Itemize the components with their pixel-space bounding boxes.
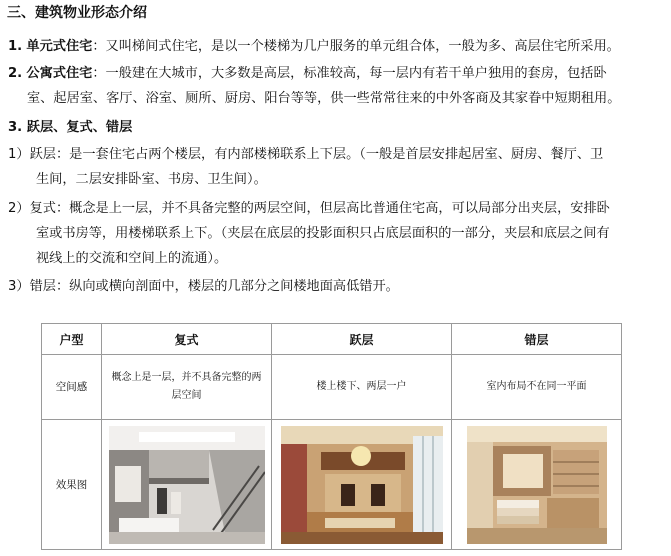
subitem-1 xyxy=(8,142,663,192)
cell-text: 概念上是一层，并不具备完整的两 xyxy=(111,372,262,383)
header-cell-type: 户型 xyxy=(42,324,102,355)
subitem-line: 室或书房等，用楼梯联系上下。（夹层在底层的投影面积只占底层面积的一部分，夹层和底层之间有 xyxy=(36,226,610,241)
subitem-2 xyxy=(8,196,663,271)
table-header-row xyxy=(42,324,622,355)
subsection-title xyxy=(8,115,663,140)
cell-split-picture xyxy=(452,420,622,550)
subitem-line: 1）跃层：是一套住宅占两个楼层，有内部楼梯联系上下层。（一般是首层安排起居室、厨房、餐厅、卫 xyxy=(8,147,604,162)
item-term: 公寓式住宅 xyxy=(26,66,93,81)
table-row-space xyxy=(42,355,622,420)
section-title: 三、建筑物业形态介绍 xyxy=(7,5,147,21)
subitem-3 xyxy=(8,274,663,299)
subitem-line: 生间，二层安排卧室、书房、卫生间）。 xyxy=(36,172,267,187)
cell-jump-space: 楼上楼下、两层一户 xyxy=(272,355,452,420)
item-term: 单元式住宅 xyxy=(26,39,93,54)
cell-jump-picture xyxy=(272,420,452,550)
header-cell-jump: 跃层 xyxy=(272,324,452,355)
item-text: ：又叫梯间式住宅，是以一个楼梯为几户服务的单元组合体，一般为多、高层住宅所采用。 xyxy=(92,39,620,54)
table-row-picture xyxy=(42,420,622,550)
subsection-heading: 3. 跃层、复式、错层 xyxy=(8,120,133,135)
row-label: 空间感 xyxy=(42,355,102,420)
cell-duplex-space xyxy=(102,355,272,420)
item-1 xyxy=(8,34,663,59)
duplex-interior-image xyxy=(109,426,265,544)
property-type-table xyxy=(41,323,622,550)
cell-split-space: 室内布局不在同一平面 xyxy=(452,355,622,420)
jump-floor-interior-image xyxy=(281,426,443,544)
row-label: 效果图 xyxy=(42,420,102,550)
header-cell-duplex: 复式 xyxy=(102,324,272,355)
subitem-line: 视线上的交流和空间上的流通）。 xyxy=(36,251,228,266)
header-cell-split: 错层 xyxy=(452,324,622,355)
cell-text: 层空间 xyxy=(171,390,202,401)
item-number: 2. xyxy=(8,66,23,81)
cell-duplex-picture xyxy=(102,420,272,550)
item-text: ：一般建在大城市，大多数是高层，标准较高，每一层内有若干单户独用的套房，包括卧 xyxy=(92,66,607,81)
split-level-interior-image xyxy=(467,426,607,544)
subitem-line: 2）复式：概念是上一层，并不具备完整的两层空间，但层高比普通住宅高，可以局部分出夹层，安排卧 xyxy=(8,201,610,216)
subitem-line: 3）错层：纵向或横向剖面中，楼层的几部分之间楼地面高低错开。 xyxy=(8,279,399,294)
item-2 xyxy=(8,61,663,111)
item-number: 1. xyxy=(8,39,23,54)
item-text-continued: 室、起居室、客厅、浴室、厕所、厨房、阳台等等，供一些常常往来的中外客商及其家眷中短期租用。 xyxy=(27,91,621,106)
